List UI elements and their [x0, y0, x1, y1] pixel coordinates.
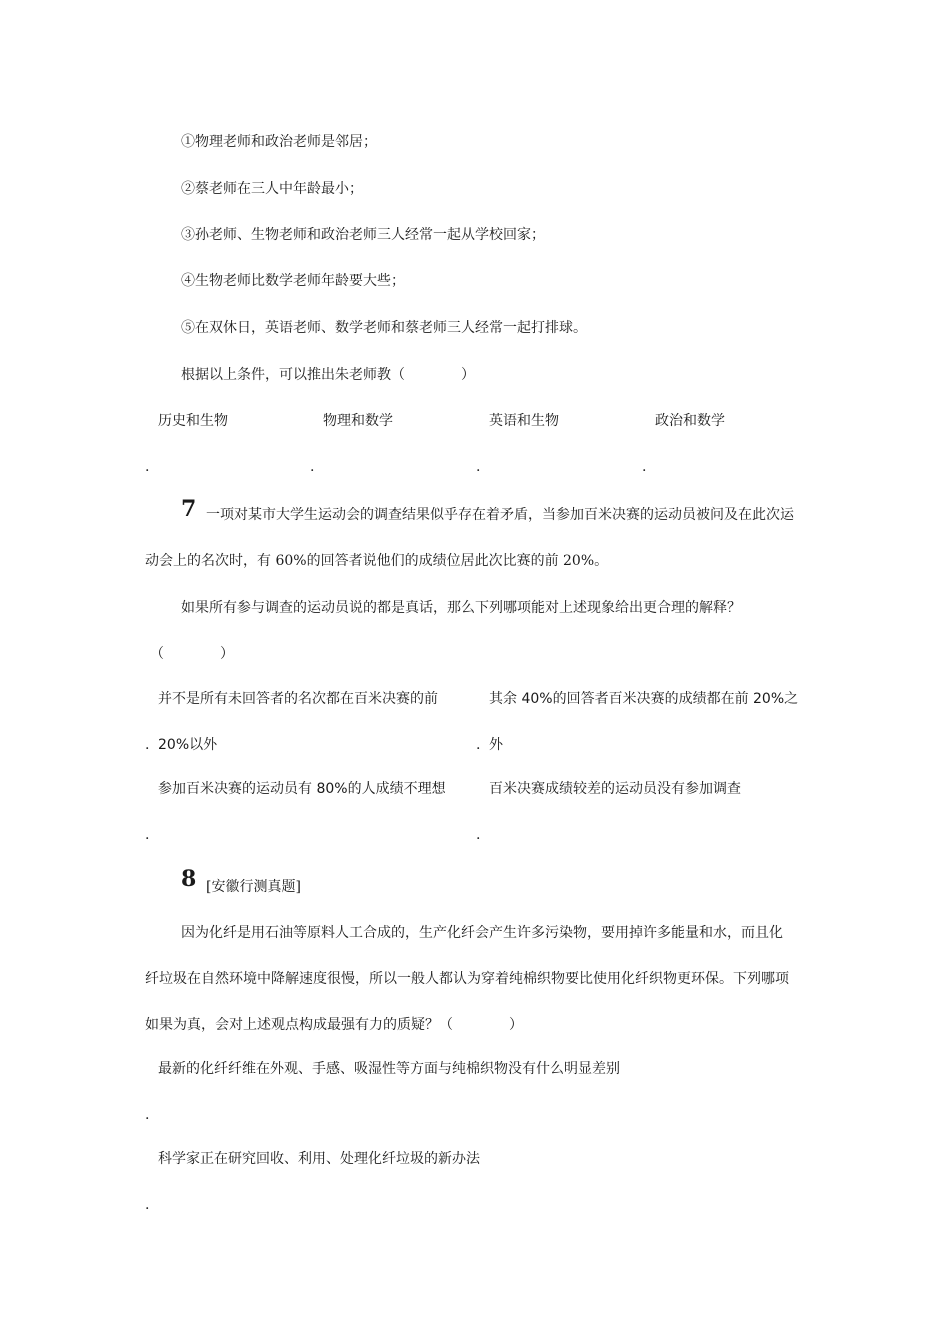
q7-option-c-dot: . — [145, 827, 150, 843]
q7-question: 如果所有参与调查的运动员说的都是真话，那么下列哪项能对上述现象给出更合理的解释？ — [181, 600, 741, 616]
q7-option-d-dot: . — [476, 827, 481, 843]
condition-3: ③孙老师、生物老师和政治老师三人经常一起从学校回家； — [181, 227, 545, 243]
q8-stem-line3: 如果为真，会对上述观点构成最强有力的质疑？（ ） — [145, 1017, 523, 1033]
q8-option-b[interactable]: 科学家正在研究回收、利用、处理化纤垃圾的新办法 — [158, 1151, 480, 1167]
q6-option-d[interactable]: 政治和数学 — [655, 413, 725, 429]
q8-number: 8 — [181, 866, 197, 892]
q7-option-b[interactable]: 其余 40%的回答者百米决赛的成绩都在前 20%之 — [489, 691, 799, 707]
condition-2: ②蔡老师在三人中年龄最小； — [181, 181, 363, 197]
q7-option-a-dot: . — [145, 737, 150, 753]
q7-option-a-cont: 20%以外 — [158, 737, 218, 753]
q8-option-b-dot: . — [145, 1197, 150, 1213]
q6-option-a-dot: . — [145, 459, 150, 475]
q6-option-b-dot: . — [310, 459, 315, 475]
q7-option-a[interactable]: 并不是所有未回答者的名次都在百米决赛的前 — [158, 691, 438, 707]
q7-stem-line2: 动会上的名次时，有 60%的回答者说他们的成绩位居此次比赛的前 20%。 — [145, 553, 609, 569]
q6-option-d-dot: . — [642, 459, 647, 475]
condition-4: ④生物老师比数学老师年龄要大些； — [181, 273, 405, 289]
q8-stem-line1: 因为化纤是用石油等原料人工合成的，生产化纤会产生许多污染物，要用掉许多能量和水，而且化 — [181, 925, 783, 941]
condition-1: ①物理老师和政治老师是邻居； — [181, 134, 377, 150]
q6-option-b[interactable]: 物理和数学 — [323, 413, 393, 429]
q6-question: 根据以上条件，可以推出朱老师教（ ） — [181, 367, 475, 383]
q7-option-b-dot: . — [476, 737, 481, 753]
q8-option-a[interactable]: 最新的化纤纤维在外观、手感、吸湿性等方面与纯棉织物没有什么明显差别 — [158, 1061, 620, 1077]
q7-option-b-cont: 外 — [489, 737, 503, 753]
q7-option-d[interactable]: 百米决赛成绩较差的运动员没有参加调查 — [489, 781, 741, 797]
q6-option-c[interactable]: 英语和生物 — [489, 413, 559, 429]
q8-source: [安徽行测真题] — [206, 879, 301, 895]
condition-5: ⑤在双休日，英语老师、数学老师和蔡老师三人经常一起打排球。 — [181, 320, 587, 336]
q6-option-c-dot: . — [476, 459, 481, 475]
q7-number: 7 — [181, 496, 197, 522]
q7-answer-paren: （ ） — [150, 646, 234, 662]
q7-stem-line1: 一项对某市大学生运动会的调查结果似乎存在着矛盾，当参加百米决赛的运动员被问及在此次运 — [206, 507, 794, 523]
q8-option-a-dot: . — [145, 1107, 150, 1123]
q8-stem-line2: 纤垃圾在自然环境中降解速度很慢，所以一般人都认为穿着纯棉织物要比使用化纤织物更环保。下列哪项 — [145, 971, 789, 987]
q7-option-c[interactable]: 参加百米决赛的运动员有 80%的人成绩不理想 — [158, 781, 446, 797]
q6-option-a[interactable]: 历史和生物 — [158, 413, 228, 429]
